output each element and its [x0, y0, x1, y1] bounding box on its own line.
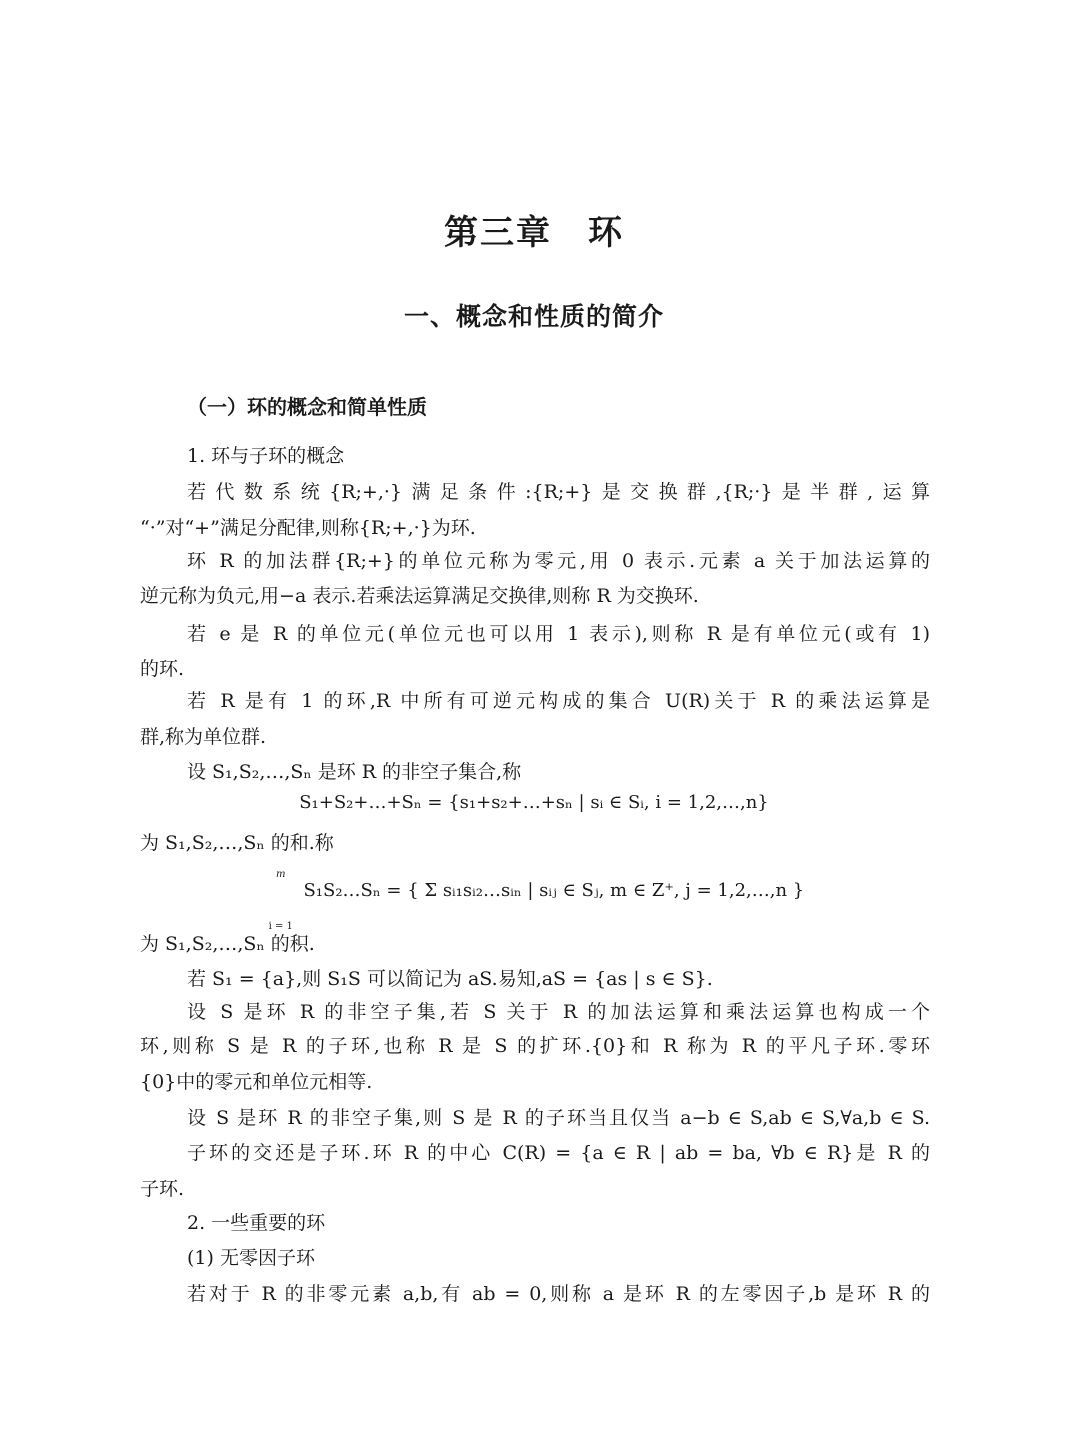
- text-line: 逆元称为负元,用−a 表示.若乘法运算满足交换律,则称 R 为交换环.: [140, 585, 699, 607]
- text-line: {0}中的零元和单位元相等.: [140, 1071, 373, 1093]
- text-line: 若 R 是有 1 的环,R 中所有可逆元构成的集合 U(R)关于 R 的乘法运算是: [187, 690, 930, 712]
- text-line: 若 S₁ = {a},则 S₁S 可以简记为 aS.易知,aS = {as | s ∈ S}.: [187, 968, 713, 990]
- text-line: 子环.: [140, 1178, 185, 1200]
- paragraph-heading: 2. 一些重要的环: [187, 1212, 326, 1234]
- text-line: 设 S 是环 R 的非空子集,则 S 是 R 的子环当且仅当 a−b ∈ S,ab ∈ S,∀a,b ∈ S.: [187, 1107, 930, 1129]
- text-line: 为 S₁,S₂,…,Sₙ 的和.称: [140, 832, 334, 854]
- text-line: 子环的交还是子环.环 R 的中心 C(R) = {a ∈ R | ab = ba, ∀b ∈ R}是 R 的: [187, 1142, 930, 1164]
- paragraph-heading: 1. 环与子环的概念: [187, 445, 345, 467]
- paragraph-heading: (1) 无零因子环: [187, 1247, 315, 1269]
- product-formula-text: S₁S₂…Sₙ = { Σ sᵢ₁sᵢ₂…sᵢₙ | sᵢⱼ ∈ Sⱼ, m ∈ Z⁺, j = 1,2,…,n }: [303, 880, 805, 901]
- text-line: 为 S₁,S₂,…,Sₙ 的积.: [140, 933, 315, 955]
- text-line: 群,称为单位群.: [140, 726, 267, 748]
- text-line: 环 R 的加法群{R;+}的单位元称为零元,用 0 表示.元素 a 关于加法运算的: [187, 550, 930, 572]
- text-line: 若 e 是 R 的单位元(单位元也可以用 1 表示),则称 R 是有单位元(或有 1): [187, 623, 930, 645]
- product-formula: [0, 869, 1068, 932]
- section-title: 一、概念和性质的简介: [403, 302, 664, 331]
- text-line: 若代数系统{R;+,·}满足条件:{R;+}是交换群,{R;·}是半群,运算: [187, 481, 930, 503]
- text-line: 设 S₁,S₂,…,Sₙ 是环 R 的非空子集合,称: [187, 761, 522, 783]
- text-line: 的环.: [140, 658, 185, 680]
- text-line: “·”对“+”满足分配律,则称{R;+,·}为环.: [140, 517, 476, 539]
- text-line: 设 S 是环 R 的非空子集,若 S 关于 R 的加法运算和乘法运算也构成一个: [187, 1001, 930, 1023]
- chapter-title: 第三章 环: [444, 213, 624, 253]
- text-line: 若对于 R 的非零元素 a,b,有 ab = 0,则称 a 是环 R 的左零因子,b 是环 R 的: [187, 1283, 930, 1305]
- text-line: 环,则称 S 是 R 的子环,也称 R 是 S 的扩环.{0}和 R 称为 R 的平凡子环.零环: [140, 1035, 930, 1057]
- subsection-title: （一）环的概念和简单性质: [187, 395, 427, 419]
- sum-formula: S₁+S₂+…+Sₙ = {s₁+s₂+…+sₙ | sᵢ ∈ Sᵢ, i = 1,2,…,n}: [299, 792, 769, 813]
- sigma-upper-limit: m: [275, 869, 286, 880]
- sigma-lower-limit: i = 1: [268, 921, 293, 932]
